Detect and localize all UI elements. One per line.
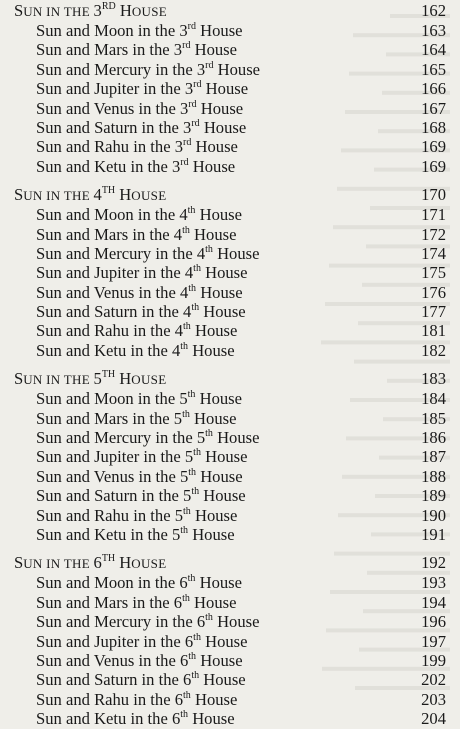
heading-ordinal-suffix: RD [101, 1, 116, 12]
entry-text: Sun and Saturn in the 4 [36, 302, 192, 322]
heading-initial: H [115, 1, 132, 20]
heading-number: 3 [93, 1, 102, 20]
page-number: 183 [421, 369, 446, 389]
toc-entry [14, 137, 446, 156]
entry-text: House [195, 205, 242, 225]
entry-text: Sun and Ketu in the 5 [36, 524, 181, 544]
entry-text: House [200, 263, 248, 283]
entry-text: House [196, 466, 243, 486]
ordinal-suffix: th [193, 631, 201, 643]
toc-entry-title [36, 118, 246, 137]
toc-entry-title [36, 506, 237, 525]
toc-entry-title [36, 651, 243, 670]
entry-text: Sun and Venus in the 6 [36, 650, 189, 670]
ordinal-suffix: th [182, 592, 190, 604]
heading-ordinal-suffix: TH [101, 369, 116, 381]
toc-entry [14, 506, 446, 525]
entry-text: House [190, 505, 238, 525]
section-heading-title [14, 0, 167, 22]
ordinal-suffix: th [187, 205, 196, 217]
ordinal-suffix: th [188, 466, 197, 478]
heading-initial: H [115, 185, 132, 205]
ordinal-suffix: th [183, 689, 191, 701]
toc-entry-title [36, 670, 246, 689]
entry-text: House [188, 524, 235, 544]
toc-entry-title [36, 486, 246, 505]
page-number: 168 [421, 117, 446, 137]
toc-entry-title [36, 341, 235, 360]
section-heading-title [14, 368, 166, 390]
entry-text: Sun and Ketu in the 4 [36, 340, 181, 360]
toc-entry-title [36, 283, 243, 302]
entry-text: House [199, 486, 246, 506]
toc-entry [14, 467, 446, 486]
ordinal-suffix: th [180, 524, 189, 536]
entry-text: Sun and Moon in the 5 [36, 389, 188, 409]
table-of-contents [14, 0, 446, 729]
toc-entry [14, 341, 446, 360]
section-heading [14, 0, 446, 21]
entry-text: Sun and Mercury in the 3 [36, 59, 206, 79]
toc-entry [14, 302, 446, 321]
toc-entry-title [36, 447, 248, 466]
entry-text: House [199, 670, 246, 690]
entry-text: Sun and Moon in the 4 [36, 205, 188, 225]
entry-text: Sun and Jupiter in the 3 [36, 79, 194, 99]
entry-text: Sun and Ketu in the 3 [36, 156, 181, 176]
entry-text: House [200, 447, 248, 467]
entry-text: Sun and Mercury in the 6 [36, 612, 206, 632]
entry-text: Sun and Moon in the 6 [36, 573, 188, 593]
page-number: 189 [421, 486, 446, 506]
toc-entry [14, 447, 446, 466]
ordinal-suffix: th [205, 243, 213, 255]
entry-text: House [195, 573, 242, 593]
entry-text: House [200, 631, 248, 651]
toc-section [14, 544, 446, 728]
heading-number: 6 [93, 553, 102, 573]
entry-text: Sun and Rahu in the 6 [36, 689, 184, 709]
entry-text: Sun and Mars in the 3 [36, 40, 183, 60]
entry-text: House [196, 650, 243, 670]
toc-entry [14, 690, 446, 709]
toc-entry-title [36, 157, 235, 176]
ordinal-suffix: rd [188, 98, 197, 110]
toc-entry-title [36, 632, 248, 651]
entry-text: House [191, 137, 238, 157]
ordinal-suffix: rd [187, 21, 196, 32]
heading-initial: S [14, 185, 24, 205]
ordinal-suffix: th [182, 408, 190, 420]
heading-initial: S [14, 369, 24, 389]
entry-text: Sun and Ketu in the 6 [36, 709, 181, 729]
toc-entry [14, 632, 446, 651]
toc-entry-title [36, 244, 259, 263]
toc-entry-title [36, 225, 236, 244]
section-heading [14, 552, 446, 573]
section-gap [14, 544, 446, 552]
page-number: 175 [421, 263, 446, 283]
toc-entry [14, 283, 446, 302]
heading-smallcaps: OUSE [131, 556, 167, 572]
toc-entry [14, 612, 446, 631]
page-number: 174 [421, 243, 446, 263]
entry-text: House [188, 340, 235, 360]
heading-smallcaps: OUSE [131, 372, 167, 388]
entry-text: Sun and Venus in the 3 [36, 98, 189, 118]
entry-text: House [212, 428, 260, 448]
page-number: 186 [421, 428, 446, 448]
entry-text: Sun and Mars in the 4 [36, 224, 183, 244]
entry-text: House [189, 592, 237, 612]
entry-text: Sun and Mars in the 5 [36, 408, 183, 428]
toc-entry-title [36, 302, 246, 321]
entry-text: Sun and Jupiter in the 4 [36, 263, 194, 283]
ordinal-suffix: th [191, 670, 200, 682]
entry-text: Sun and Moon in the 3 [36, 21, 188, 40]
page-number: 167 [421, 98, 446, 118]
toc-entry-title [36, 428, 259, 447]
toc-entry-title [36, 21, 243, 40]
entry-text: House [189, 224, 237, 244]
page-number: 169 [421, 137, 446, 157]
toc-entry [14, 79, 446, 98]
toc-entry-title [36, 690, 237, 709]
toc-entry [14, 651, 446, 670]
page-number: 169 [421, 156, 446, 176]
entry-text: House [212, 612, 260, 632]
toc-section [14, 360, 446, 544]
ordinal-suffix: th [193, 263, 201, 275]
page-number: 177 [421, 302, 446, 322]
ordinal-suffix: th [205, 612, 213, 624]
page-number: 192 [421, 553, 446, 573]
toc-entry [14, 321, 446, 340]
toc-entry [14, 205, 446, 224]
page-number: 184 [421, 389, 446, 409]
ordinal-suffix: rd [191, 117, 200, 129]
ordinal-suffix: th [188, 650, 197, 662]
toc-entry-title [36, 593, 236, 612]
entry-text: Sun and Mars in the 6 [36, 592, 183, 612]
page-number: 187 [421, 447, 446, 467]
heading-initial: S [14, 553, 24, 573]
toc-entry-title [36, 573, 242, 592]
page-number: 164 [421, 40, 446, 60]
heading-initial: H [115, 553, 132, 573]
toc-entry-title [36, 40, 237, 59]
toc-entry [14, 99, 446, 118]
entry-text: Sun and Jupiter in the 5 [36, 447, 194, 467]
entry-text: Sun and Rahu in the 3 [36, 137, 184, 157]
entry-text: Sun and Venus in the 5 [36, 466, 189, 486]
heading-ordinal-suffix: TH [101, 185, 116, 197]
entry-text: House [201, 79, 249, 99]
entry-text: House [190, 321, 238, 341]
toc-entry [14, 428, 446, 447]
entry-text: House [188, 709, 235, 729]
toc-entry-title [36, 321, 237, 340]
toc-entry-title [36, 137, 238, 156]
toc-entry [14, 486, 446, 505]
page-number: 194 [421, 592, 446, 612]
toc-entry-title [36, 467, 243, 486]
entry-text: Sun and Mercury in the 5 [36, 428, 206, 448]
ordinal-suffix: th [193, 447, 201, 459]
ordinal-suffix: th [187, 389, 196, 401]
heading-smallcaps: UN IN THE [23, 4, 94, 19]
entry-text: Sun and Venus in the 4 [36, 282, 189, 302]
ordinal-suffix: th [183, 321, 191, 333]
page-number: 185 [421, 408, 446, 428]
page-number: 204 [421, 709, 446, 729]
toc-entry [14, 263, 446, 282]
toc-entry-title [36, 525, 235, 544]
toc-entry-title [36, 205, 242, 224]
entry-text: Sun and Jupiter in the 6 [36, 631, 194, 651]
toc-entry [14, 21, 446, 40]
entry-text: House [199, 302, 246, 322]
entry-text: Sun and Saturn in the 6 [36, 670, 192, 690]
ordinal-suffix: th [191, 302, 200, 314]
entry-text: House [196, 98, 244, 118]
ordinal-suffix: th [191, 486, 200, 498]
entry-text: House [195, 389, 242, 409]
page-number: 191 [421, 524, 446, 544]
section-gap [14, 360, 446, 368]
heading-number: 4 [93, 185, 102, 205]
toc-entry [14, 225, 446, 244]
entry-text: House [196, 282, 243, 302]
page-number: 166 [421, 79, 446, 99]
ordinal-suffix: th [180, 340, 189, 352]
page-number: 190 [421, 505, 446, 525]
ordinal-suffix: rd [193, 79, 202, 91]
toc-entry [14, 409, 446, 428]
toc-entry [14, 40, 446, 59]
page-number: 193 [421, 573, 446, 593]
toc-section [14, 0, 446, 176]
toc-entry [14, 670, 446, 689]
ordinal-suffix: th [180, 709, 189, 721]
entry-text: House [199, 117, 247, 137]
entry-text: House [213, 59, 261, 79]
entry-text: House [188, 156, 236, 176]
page-number: 188 [421, 466, 446, 486]
heading-initial: H [115, 369, 132, 389]
section-gap [14, 176, 446, 184]
page-number: 172 [421, 224, 446, 244]
section-heading-title [14, 552, 166, 574]
page-number: 182 [421, 340, 446, 360]
entry-text: Sun and Saturn in the 3 [36, 117, 192, 137]
heading-smallcaps: UN IN THE [23, 188, 94, 204]
heading-initial: S [14, 1, 24, 20]
page-number: 176 [421, 282, 446, 302]
ordinal-suffix: rd [205, 59, 214, 71]
toc-entry-title [36, 79, 248, 98]
entry-text: Sun and Rahu in the 4 [36, 321, 184, 341]
toc-entry [14, 244, 446, 263]
page-number: 196 [421, 612, 446, 632]
page-number: 181 [421, 321, 446, 341]
page-number: 197 [421, 631, 446, 651]
ordinal-suffix: th [187, 573, 196, 585]
entry-text: Sun and Mercury in the 4 [36, 243, 206, 263]
ordinal-suffix: rd [183, 137, 192, 149]
toc-entry-title [36, 263, 248, 282]
heading-ordinal-suffix: TH [101, 553, 116, 565]
page-number: 203 [421, 689, 446, 709]
entry-text: Sun and Saturn in the 5 [36, 486, 192, 506]
toc-entry-title [36, 389, 242, 408]
page-number: 199 [421, 650, 446, 670]
toc-entry [14, 389, 446, 408]
entry-text: House [189, 408, 237, 428]
heading-smallcaps: UN IN THE [23, 372, 94, 388]
ordinal-suffix: rd [180, 156, 189, 168]
page-number: 163 [421, 21, 446, 40]
ordinal-suffix: th [182, 224, 190, 236]
toc-entry [14, 593, 446, 612]
page-number: 162 [421, 1, 446, 20]
ordinal-suffix: th [183, 505, 191, 517]
toc-entry [14, 573, 446, 592]
section-heading [14, 184, 446, 205]
toc-entry-title [36, 709, 235, 728]
heading-number: 5 [93, 369, 102, 389]
section-heading [14, 368, 446, 389]
ordinal-suffix: th [205, 428, 213, 440]
entry-text: House [212, 243, 260, 263]
section-heading-title [14, 184, 166, 206]
toc-entry [14, 118, 446, 137]
toc-entry-title [36, 409, 236, 428]
heading-smallcaps: OUSE [131, 188, 167, 204]
entry-text: Sun and Rahu in the 5 [36, 505, 184, 525]
page-number: 165 [421, 59, 446, 79]
page-number: 171 [421, 205, 446, 225]
toc-entry-title [36, 99, 243, 118]
toc-entry-title [36, 612, 259, 631]
toc-entry [14, 709, 446, 728]
entry-text: House [190, 40, 238, 60]
toc-entry [14, 525, 446, 544]
page-number: 170 [421, 185, 446, 205]
heading-smallcaps: OUSE [131, 4, 168, 19]
page-number: 202 [421, 670, 446, 690]
toc-entry [14, 157, 446, 176]
heading-smallcaps: UN IN THE [23, 556, 94, 572]
toc-section [14, 176, 446, 360]
entry-text: House [190, 689, 238, 709]
ordinal-suffix: rd [182, 40, 191, 52]
entry-text: House [196, 21, 243, 40]
toc-entry-title [36, 60, 260, 79]
toc-entry [14, 60, 446, 79]
ordinal-suffix: th [188, 282, 197, 294]
